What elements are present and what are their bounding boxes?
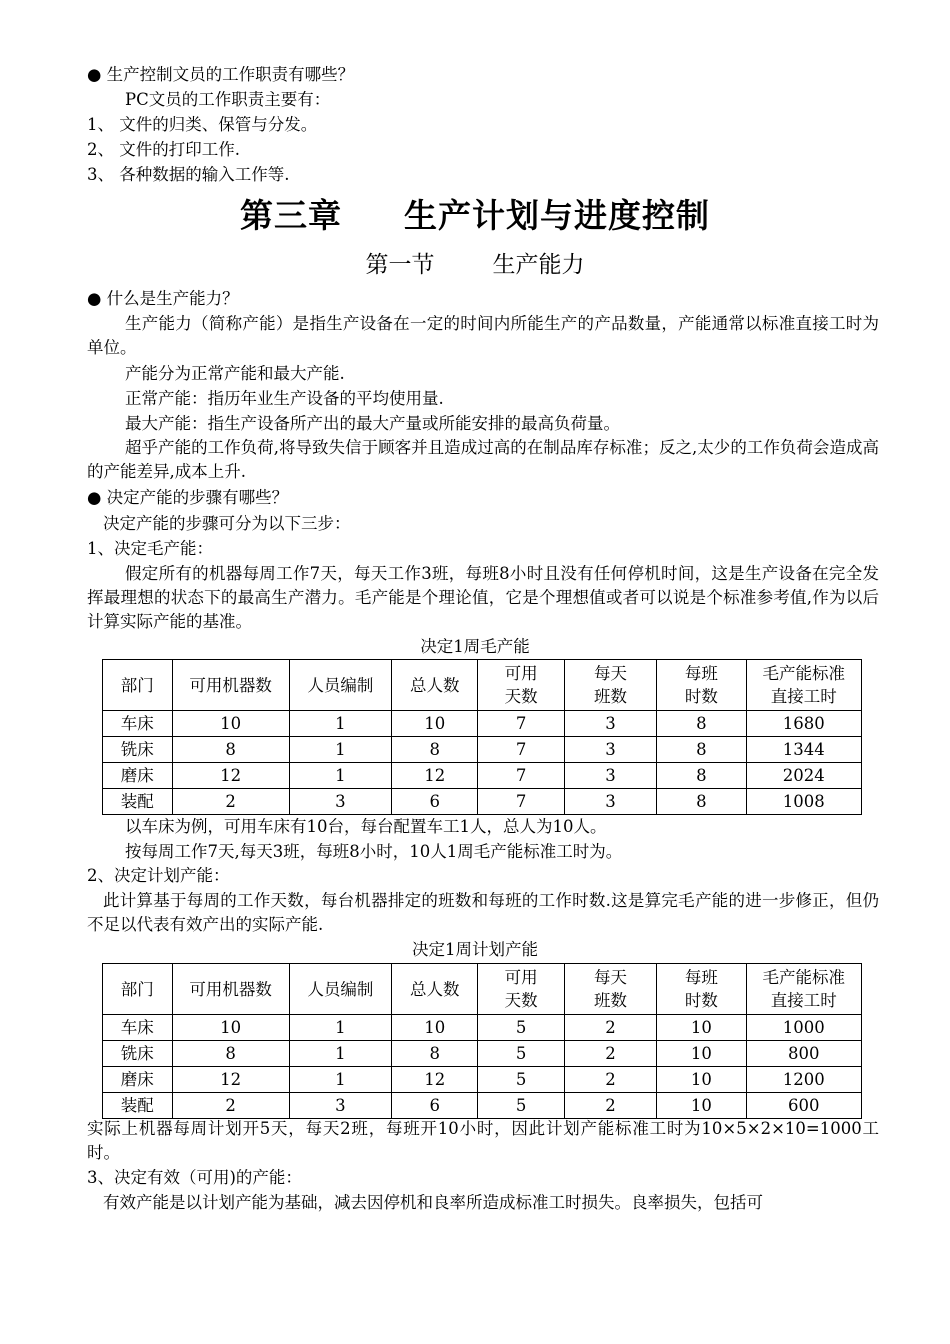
table-cell: 10 — [391, 711, 477, 737]
table-cell: 10 — [657, 1067, 746, 1093]
table-cell: 1 — [289, 763, 391, 789]
table-cell: 2 — [172, 1093, 289, 1119]
table-row — [103, 1015, 862, 1041]
chapter-name: 生产计划与进度控制 — [404, 196, 710, 235]
table-cell: 8 — [172, 737, 289, 763]
table-cell: 5 — [478, 1015, 564, 1041]
step1-heading: 1、决定毛产能： — [87, 539, 213, 558]
step2-heading: 2、决定计划产能： — [87, 866, 230, 885]
capacity-definition: 生产能力（简称产能）是指生产设备在一定的时间内所能生产的产品数量，产能通常以标准直接工时为单位。 — [87, 314, 879, 357]
department-cell: 磨床 — [103, 1067, 173, 1093]
step1-example-note: 按每周工作7天,每天3班，每班8小时，10人1周毛产能标准工时为。 — [125, 842, 623, 861]
table-cell: 10 — [657, 1041, 746, 1067]
table-cell: 6 — [391, 789, 477, 815]
question-what-is-capacity: ● 什么是生产能力？ — [87, 289, 239, 308]
col-header: 人员编制 — [289, 660, 391, 711]
table-cell: 3 — [564, 763, 656, 789]
table-cell: 2024 — [746, 763, 861, 789]
table-cell: 2 — [564, 1093, 656, 1119]
table-cell: 10 — [172, 711, 289, 737]
max-capacity: 最大产能：指生产设备所产出的最大产量或所能安排的最高负荷量。 — [125, 414, 620, 433]
question-capacity-steps: ● 决定产能的步骤有哪些？ — [87, 488, 289, 507]
pc-duties-lead: PC文员的工作职责主要有： — [125, 90, 331, 109]
table-cell: 7 — [478, 763, 564, 789]
step3-heading: 3、决定有效（可用)的产能： — [87, 1168, 302, 1187]
department-cell: 装配 — [103, 1093, 173, 1119]
col-header: 总人数 — [391, 660, 477, 711]
normal-capacity: 正常产能：指历年业生产设备的平均使用量. — [125, 389, 444, 408]
table-cell: 1200 — [746, 1067, 861, 1093]
duty-item: 3、 各种数据的输入工作等. — [87, 165, 290, 184]
department-cell: 车床 — [103, 1015, 173, 1041]
table-cell: 3 — [564, 711, 656, 737]
table-cell: 8 — [657, 763, 746, 789]
over-capacity-note: 超乎产能的工作负荷,将导致失信于顾客并且造成过高的在制品库存标准；反之,太少的工作负荷会造成高的产能差异,成本上升. — [87, 438, 879, 481]
table-cell: 5 — [478, 1041, 564, 1067]
section-number: 第一节 — [365, 252, 435, 278]
step1-text: 假定所有的机器每周工作7天，每天工作3班，每班8小时且没有任何停机时间，这是生产设备在完全发挥最理想的状态下的最高生产潜力。毛产能是个理论值，它是个理想值或者可以说是个标准参考值,作为以后计算实际产能的基准。 — [87, 564, 879, 631]
section-name: 生产能力 — [492, 252, 585, 278]
col-header: 可用 天数 — [478, 964, 564, 1015]
table-cell: 3 — [289, 1093, 391, 1119]
step2-text: 此计算基于每周的工作天数，每台机器排定的班数和每班的工作时数.这是算完毛产能的进一步修正，但仍不足以代表有效产出的实际产能. — [87, 891, 879, 934]
table-cell: 10 — [657, 1015, 746, 1041]
department-cell: 车床 — [103, 711, 173, 737]
table-cell: 12 — [391, 763, 477, 789]
col-header: 人员编制 — [289, 964, 391, 1015]
step3-text: 有效产能是以计划产能为基础，减去因停机和良率所造成标准工时损失。良率损失，包括可 — [103, 1193, 763, 1212]
table-cell: 8 — [657, 711, 746, 737]
table-cell: 8 — [172, 1041, 289, 1067]
table-cell: 10 — [172, 1015, 289, 1041]
duty-item: 2、 文件的打印工作. — [87, 140, 240, 159]
table-cell: 800 — [746, 1041, 861, 1067]
table-cell: 3 — [564, 737, 656, 763]
planned-capacity-table — [102, 963, 862, 1119]
table-cell: 5 — [478, 1093, 564, 1119]
step2-calc-note: 实际上机器每周计划开5天，每天2班，每班开10小时，因此计划产能标准工时为10×5×2×10=1000工时。 — [87, 1119, 879, 1162]
table-cell: 7 — [478, 737, 564, 763]
table-row — [103, 789, 862, 815]
capacity-types: 产能分为正常产能和最大产能. — [125, 364, 345, 383]
table-cell: 2 — [564, 1041, 656, 1067]
chapter-title — [0, 190, 950, 237]
chapter-number: 第三章 — [240, 196, 342, 235]
col-header: 可用机器数 — [172, 660, 289, 711]
table-cell: 1 — [289, 1041, 391, 1067]
table-cell: 7 — [478, 789, 564, 815]
col-header: 每班 时数 — [657, 660, 746, 711]
col-header: 可用机器数 — [172, 964, 289, 1015]
table-cell: 2 — [172, 789, 289, 815]
col-header: 可用 天数 — [478, 660, 564, 711]
table-row — [103, 1067, 862, 1093]
department-cell: 磨床 — [103, 763, 173, 789]
section-title — [0, 246, 950, 279]
col-header: 每天 班数 — [564, 660, 656, 711]
table2-caption: 决定1周计划产能 — [412, 940, 538, 959]
table-cell: 12 — [172, 1067, 289, 1093]
table1-caption: 决定1周毛产能 — [420, 637, 530, 656]
table-cell: 8 — [391, 737, 477, 763]
table-cell: 10 — [391, 1015, 477, 1041]
table-cell: 12 — [391, 1067, 477, 1093]
col-header: 总人数 — [391, 964, 477, 1015]
col-header: 部门 — [103, 964, 173, 1015]
table-cell: 10 — [657, 1093, 746, 1119]
col-header: 每天 班数 — [564, 964, 656, 1015]
table-cell: 8 — [657, 737, 746, 763]
table-row — [103, 711, 862, 737]
table-cell: 8 — [391, 1041, 477, 1067]
table-row — [103, 737, 862, 763]
table-row — [103, 763, 862, 789]
table-cell: 3 — [564, 789, 656, 815]
table-cell: 3 — [289, 789, 391, 815]
col-header: 毛产能标准 直接工时 — [746, 964, 861, 1015]
table-cell: 1680 — [746, 711, 861, 737]
steps-lead: 决定产能的步骤可分为以下三步： — [103, 514, 351, 533]
table-cell: 2 — [564, 1015, 656, 1041]
question-pc-clerk-duties: ● 生产控制文员的工作职责有哪些？ — [87, 65, 355, 84]
department-cell: 铣床 — [103, 737, 173, 763]
table-cell: 2 — [564, 1067, 656, 1093]
table-cell: 6 — [391, 1093, 477, 1119]
col-header: 部门 — [103, 660, 173, 711]
department-cell: 装配 — [103, 789, 173, 815]
col-header: 每班 时数 — [657, 964, 746, 1015]
table-cell: 8 — [657, 789, 746, 815]
table-cell: 12 — [172, 763, 289, 789]
table-cell: 600 — [746, 1093, 861, 1119]
department-cell: 铣床 — [103, 1041, 173, 1067]
table-cell: 1008 — [746, 789, 861, 815]
table-cell: 1 — [289, 1015, 391, 1041]
col-header: 毛产能标准 直接工时 — [746, 660, 861, 711]
table-cell: 1344 — [746, 737, 861, 763]
gross-capacity-table — [102, 659, 862, 815]
table-cell: 1 — [289, 737, 391, 763]
step1-example-note: 以车床为例，可用车床有10台，每台配置车工1人，总人为10人。 — [125, 817, 607, 836]
table-cell: 7 — [478, 711, 564, 737]
table-row — [103, 1093, 862, 1119]
duty-item: 1、 文件的归类、保管与分发。 — [87, 115, 318, 134]
table-row — [103, 1041, 862, 1067]
table-cell: 5 — [478, 1067, 564, 1093]
table-cell: 1 — [289, 711, 391, 737]
table-cell: 1000 — [746, 1015, 861, 1041]
table-cell: 1 — [289, 1067, 391, 1093]
